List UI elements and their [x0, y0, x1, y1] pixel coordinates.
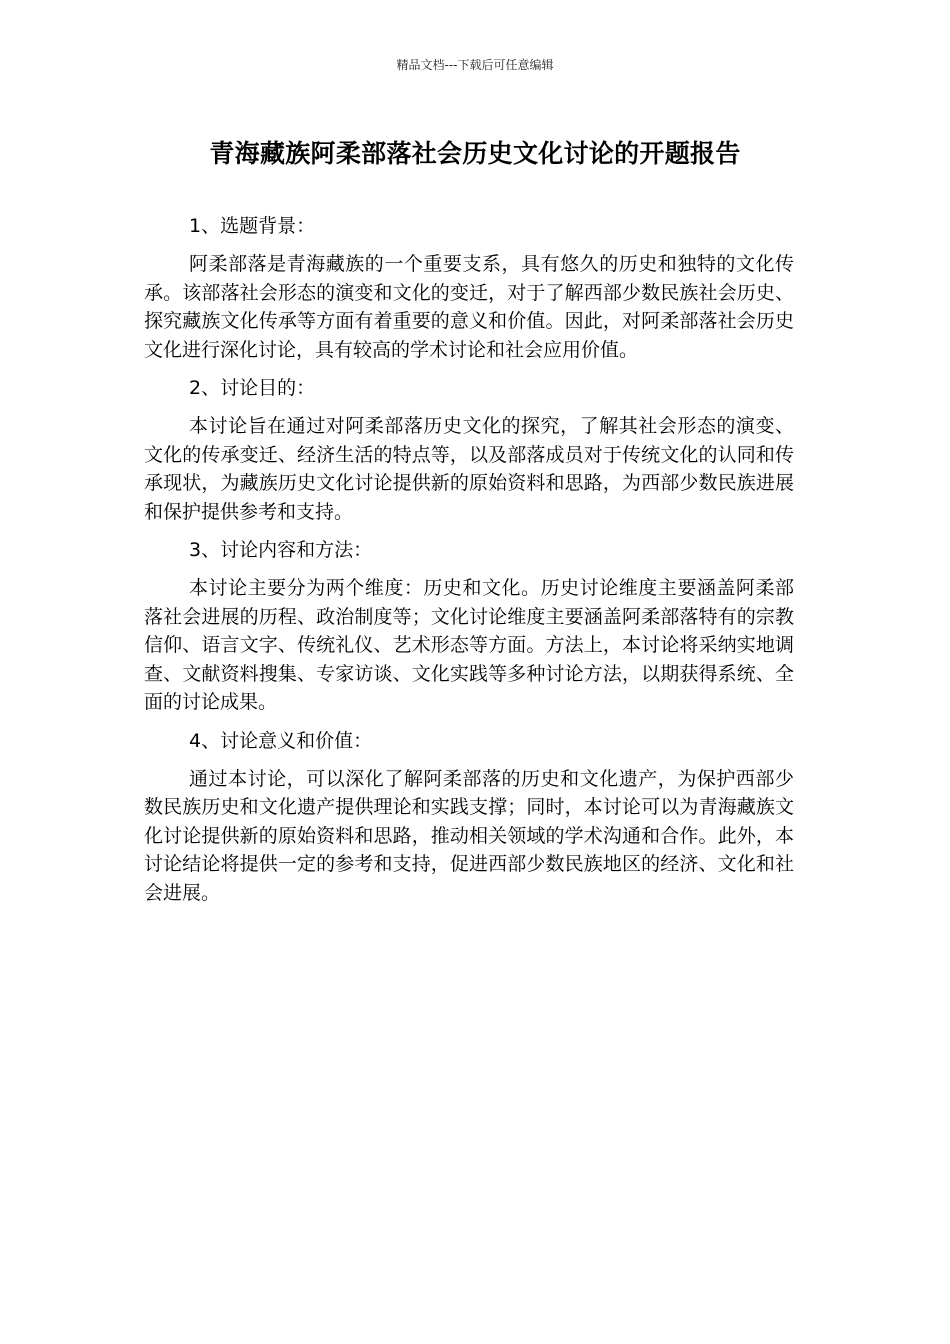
section-background: [144, 212, 794, 364]
section-heading: 2、讨论目的：: [189, 377, 316, 399]
header-note: 精品文档---下载后可任意编辑: [396, 58, 554, 72]
section-significance: [144, 727, 794, 908]
document-body: [144, 212, 794, 917]
section-paragraph: 本讨论旨在通过对阿柔部落历史文化的探究，了解其社会形态的演变、文化的传承变迁、经济生活的特点等，以及部落成员对于传统文化的认同和传承现状，为藏族历史文化讨论提供新的原始资料和思路，为西部少数民族进展和保护提供参考和支持。: [144, 415, 794, 523]
section-paragraph: 本讨论主要分为两个维度：历史和文化。历史讨论维度主要涵盖阿柔部落社会进展的历程、政治制度等；文化讨论维度主要涵盖阿柔部落特有的宗教信仰、语言文字、传统礼仪、艺术形态等方面。方法上，本讨论将采纳实地调查、文献资料搜集、专家访谈、文化实践等多种讨论方法，以期获得系统、全面的讨论成果。: [144, 577, 794, 713]
section-purpose: [144, 374, 794, 526]
section-heading: 4、讨论意义和价值：: [189, 729, 373, 752]
section-paragraph: 通过本讨论，可以深化了解阿柔部落的历史和文化遗产，为保护西部少数民族历史和文化遗产提供理论和实践支撑；同时，本讨论可以为青海藏族文化讨论提供新的原始资料和思路，推动相关领域的学术沟通和合作。此外，本讨论结论将提供一定的参考和支持，促进西部少数民族地区的经济、文化和社会进展。: [144, 767, 794, 904]
document-title: 青海藏族阿柔部落社会历史文化讨论的开题报告: [209, 139, 741, 168]
section-heading: 3、讨论内容和方法：: [189, 539, 373, 561]
section-content-method: [144, 536, 794, 717]
section-paragraph: 阿柔部落是青海藏族的一个重要支系，具有悠久的历史和独特的文化传承。该部落社会形态的演变和文化的变迁，对于了解西部少数民族社会历史、探究藏族文化传承等方面有着重要的意义和价值。因此，对阿柔部落社会历史文化进行深化讨论，具有较高的学术讨论和社会应用价值。: [144, 253, 794, 361]
section-heading: 1、选题背景：: [189, 215, 316, 237]
